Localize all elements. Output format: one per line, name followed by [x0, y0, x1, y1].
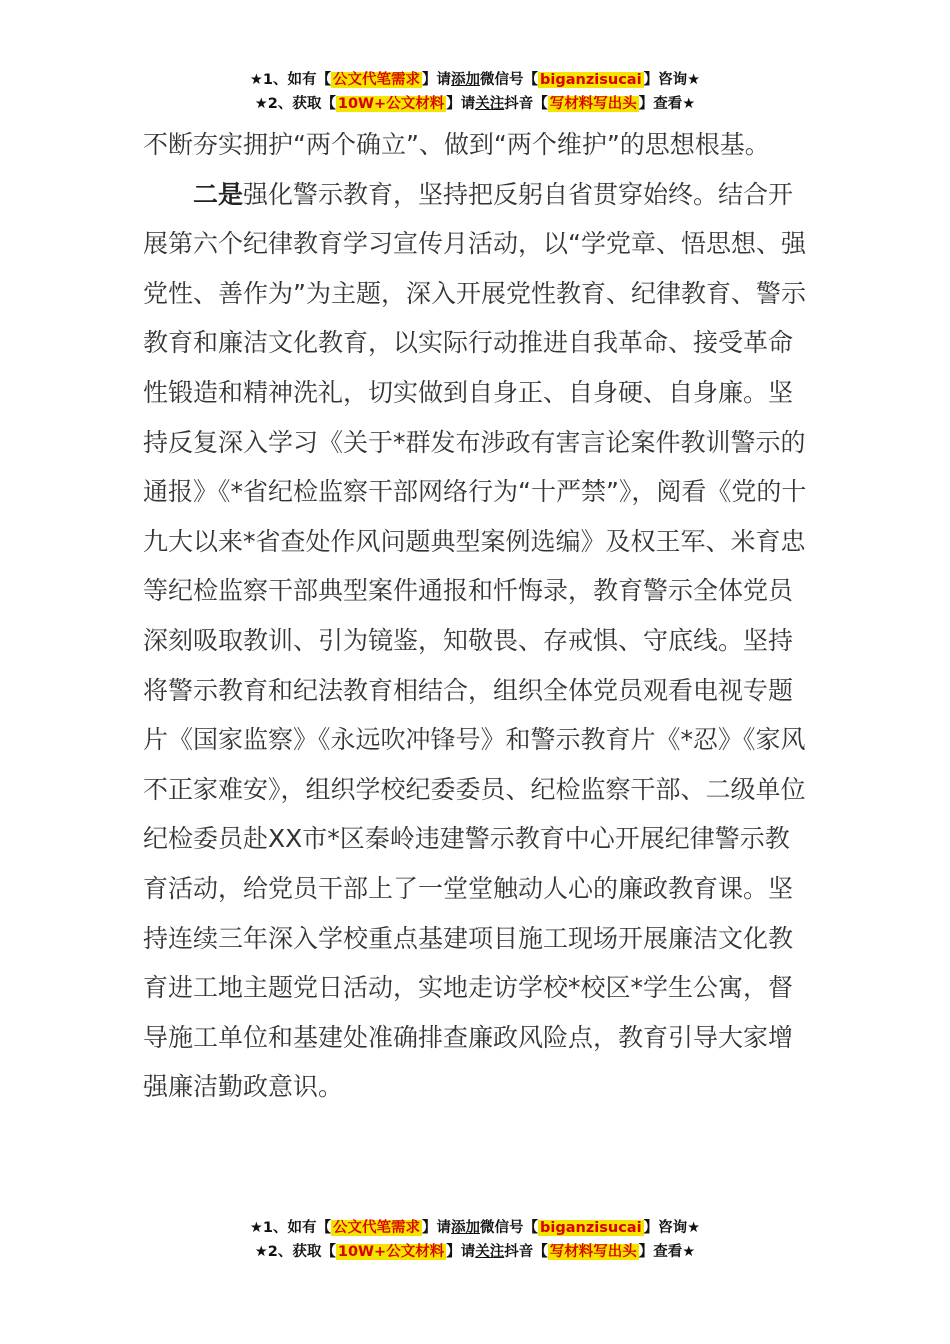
highlight-materials: 10W+公文材料: [337, 96, 445, 112]
paragraph-2: [143, 170, 811, 1112]
highlight-materials: 10W+公文材料: [337, 1244, 445, 1260]
banner-text: 微信号【: [480, 72, 539, 88]
highlight-service: 公文代笔需求: [333, 1220, 421, 1236]
banner-text: 微信号【: [480, 1220, 539, 1236]
paragraph-2-text: 强化警示教育，坚持把反躬自省贯穿始终。结合开展第六个纪律教育学习宣传月活动，以“学党章、悟思想、强党性、善作为”为主题，深入开展党性教育、纪律教育、警示教育和廉洁文化教育，以实际行动推进自我革命、接受革命性锻造和精神洗礼，切实做到自身正、自身硬、自身廉。坚持反复深入学习《关于*群发布涉政有害言论案件教训警示的通报》《*省纪检监察干部网络行为“十严禁”》，阅看《党的十九大以来*省查处作风问题典型案例选编》及权王军、米育忠等纪检监察干部典型案件通报和忏悔录，教育警示全体党员深刻吸取教训、引为镜鉴，知敬畏、存戒惧、守底线。坚持将警示教育和纪法教育相结合，组织全体党员观看电视专题片《国家监察》《永远吹冲锋号》和警示教育片《*忍》《家风不正家难安》，组织学校纪委委员、纪检监察干部、二级单位纪检委员赴XX市*区秦岭违建警示教育中心开展纪律警示教育活动，给党员干部上了一堂堂触动人心的廉政教育课。坚持连续三年深入学校重点基建项目施工现场开展廉洁文化教育进工地主题党日活动，实地走访学校*校区*学生公寓，督导施工单位和基建处准确排查廉政风险点，教育引导大家增强廉洁勤政意识。: [143, 179, 807, 1102]
paragraph-1: 不断夯实拥护“两个确立”、做到“两个维护”的思想根基。: [143, 130, 770, 159]
underlined-text: 添加: [451, 72, 481, 88]
banner-line-1: [0, 68, 950, 92]
banner-line-1: [0, 1216, 950, 1240]
banner-text: 】请: [446, 1244, 476, 1260]
banner-text: 】查看★: [638, 1244, 696, 1260]
banner-text: 抖音【: [504, 96, 548, 112]
banner-text: 】请: [446, 96, 476, 112]
banner-line-2: [0, 92, 950, 116]
banner-text: 】咨询★: [643, 1220, 701, 1236]
highlight-wechat-id: biganzisucai: [540, 1220, 642, 1236]
document-body: [143, 120, 811, 1112]
banner-text: ★2、获取【: [254, 1244, 336, 1260]
highlight-douyin: 写材料写出头: [549, 1244, 637, 1260]
banner-text: ★2、获取【: [254, 96, 336, 112]
banner-text: 】请: [422, 72, 452, 88]
highlight-service: 公文代笔需求: [333, 72, 421, 88]
paragraph-lead: 二是: [193, 179, 244, 209]
banner-text: 】查看★: [638, 96, 696, 112]
banner-text: 】请: [422, 1220, 452, 1236]
banner-line-2: [0, 1240, 950, 1264]
highlight-wechat-id: biganzisucai: [540, 72, 642, 88]
banner-text: 抖音【: [504, 1244, 548, 1260]
underlined-text: 关注: [475, 96, 505, 112]
banner-text: ★1、如有【: [249, 72, 332, 88]
underlined-text: 添加: [451, 1220, 481, 1236]
footer-banner: [0, 1216, 950, 1264]
header-banner: [0, 68, 950, 116]
banner-text: 】咨询★: [643, 72, 701, 88]
banner-text: ★1、如有【: [249, 1220, 332, 1236]
highlight-douyin: 写材料写出头: [549, 96, 637, 112]
underlined-text: 关注: [475, 1244, 505, 1260]
